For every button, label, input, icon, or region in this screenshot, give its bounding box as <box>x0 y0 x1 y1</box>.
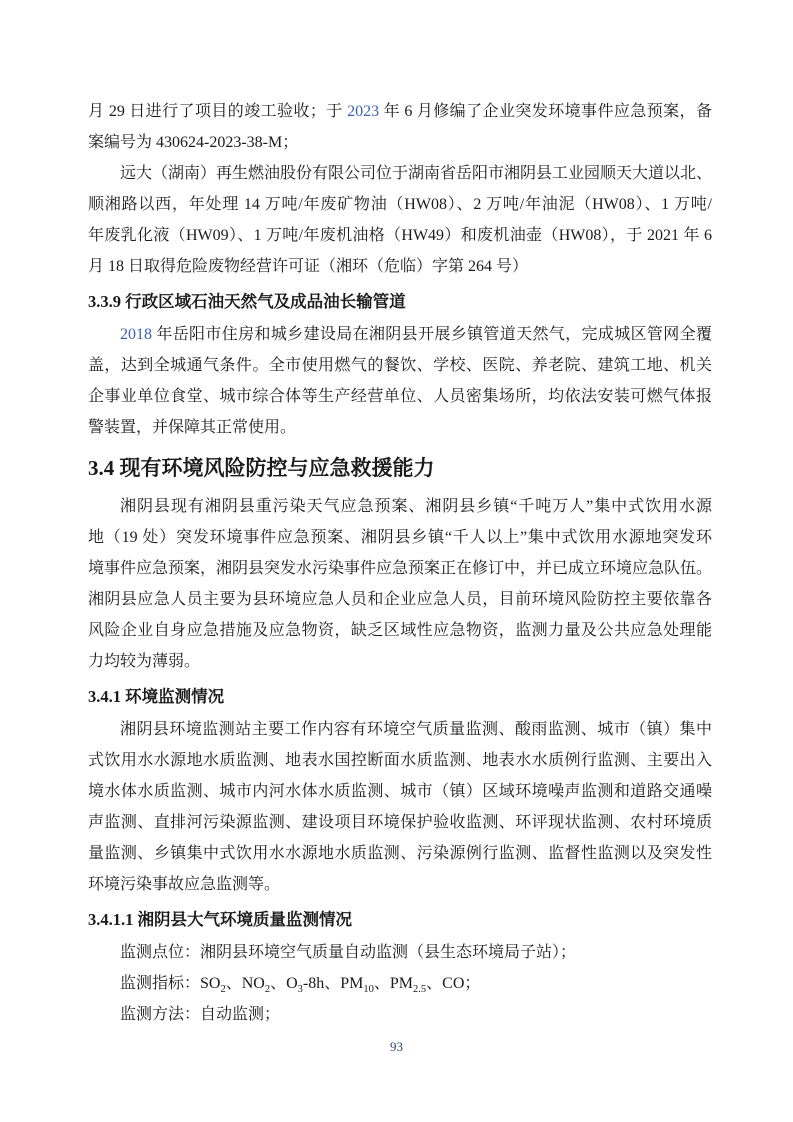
text-line: 风险企业自身应急措施及应急物资，缺乏区域性应急物资，监测力量及公共应急处理能 <box>88 622 712 639</box>
paragraph <box>88 319 712 443</box>
text-segment: 年 6 月修编了企业突发环境事件应急预案，备 <box>379 103 712 120</box>
text-line: 案编号为 430624-2023-38-M； <box>88 134 299 151</box>
subscript-text: 2 <box>264 984 271 996</box>
document-body <box>88 96 712 1030</box>
page-number: 93 <box>390 1039 403 1054</box>
text-line: 境事件应急预案，湘阴县突发水污染事件应急预案正在修订中，并已成立环境应急队伍。 <box>88 560 713 577</box>
text-segment: 、CO； <box>426 975 481 992</box>
text-line: 月 18 日取得危险废物经营许可证（湘环（危临）字第 264 号） <box>88 258 529 275</box>
text-segment: 、PM <box>373 975 414 992</box>
subscript-text: 2 <box>220 984 226 996</box>
paragraph <box>88 491 712 677</box>
text-line: 境水体水质监测、城市内河水体水质监测、城市（镇）区域环境噪声监测和道路交通噪 <box>88 783 712 800</box>
paragraph <box>88 714 712 900</box>
text-line: 湘阴县现有湘阴县重污染天气应急预案、湘阴县乡镇“千吨万人”集中式饮用水源 <box>120 498 712 515</box>
section-heading: 3.4.1.1 湘阴县大气环境质量监测情况 <box>88 910 352 929</box>
text-line: 企事业单位食堂、城市综合体等生产经营单位、人员密集场所，均依法安装可燃气体报 <box>88 388 712 405</box>
text-line: 监测点位：湘阴县环境空气质量自动监测（县生态环境局子站）； <box>120 944 577 961</box>
text-line: 监测方法：自动监测； <box>120 1006 281 1023</box>
text-line: 顺湘路以西，年处理 14 万吨/年废矿物油（HW08）、2 万吨/年油泥（HW08）、1 万吨/ <box>88 196 712 213</box>
subscript-text: 3 <box>297 984 303 996</box>
subscript-text: 10 <box>363 984 374 996</box>
text-line: 湘阴县应急人员主要为县环境应急人员和企业应急人员，目前环境风险防控主要依靠各 <box>88 591 712 608</box>
text-line <box>88 319 712 350</box>
text-line: 年废乳化液（HW09）、1 万吨/年废机油格（HW49）和废机油壶（HW08），于 2021 年 6 <box>88 227 712 244</box>
text-line: 声监测、直排河污染源监测、建设项目环境保护验收监测、环评现状监测、农村环境质 <box>88 814 712 831</box>
text-segment: 月 29 日进行了项目的竣工验收；于 <box>88 103 348 120</box>
text-line <box>88 968 712 999</box>
text-segment: -8h、PM <box>302 975 364 992</box>
text-line: 远大（湖南）再生燃油股份有限公司位于湖南省岳阳市湘阴县工业园顺天大道以北、 <box>120 165 713 182</box>
text-line: 湘阴县环境监测站主要工作内容有环境空气质量监测、酸雨监测、城市（镇）集中 <box>120 721 712 738</box>
text-line: 环境污染事故应急监测等。 <box>88 876 281 893</box>
text-line <box>88 96 712 127</box>
paragraph <box>88 999 712 1030</box>
text-segment: 、NO <box>225 975 265 992</box>
section-heading: 3.4 现有环境风险防控与应急救援能力 <box>88 456 435 480</box>
text-line: 力均较为薄弱。 <box>88 653 201 670</box>
paragraph <box>88 937 712 968</box>
text-line: 警装置，并保障其正常使用。 <box>88 419 297 436</box>
highlighted-number: 2023 <box>347 103 380 120</box>
page-footer <box>0 1038 793 1056</box>
subscript-text: 2.5 <box>413 984 427 996</box>
paragraph <box>88 968 712 999</box>
text-segment: 、O <box>270 975 298 992</box>
section-heading: 3.4.1 环境监测情况 <box>88 687 225 706</box>
highlighted-number: 2018 <box>120 326 152 343</box>
paragraph <box>88 96 712 158</box>
paragraph <box>88 158 712 282</box>
text-segment: 年岳阳市住房和城乡建设局在湘阴县开展乡镇管道天然气，完成城区管网全覆 <box>152 326 712 343</box>
text-line: 地（19 处）突发环境事件应急预案、湘阴县乡镇“千人以上”集中式饮用水源地突发环 <box>88 529 712 546</box>
text-line: 式饮用水水源地水质监测、地表水国控断面水质监测、地表水水质例行监测、主要出入 <box>88 752 712 769</box>
text-line: 量监测、乡镇集中式饮用水水源地水质监测、污染源例行监测、监督性监测以及突发性 <box>88 845 712 862</box>
text-segment: 监测指标：SO <box>120 975 221 992</box>
section-heading: 3.3.9 行政区域石油天然气及成品油长输管道 <box>88 292 406 311</box>
text-line: 盖，达到全城通气条件。全市使用燃气的餐饮、学校、医院、养老院、建筑工地、机关 <box>88 357 712 374</box>
